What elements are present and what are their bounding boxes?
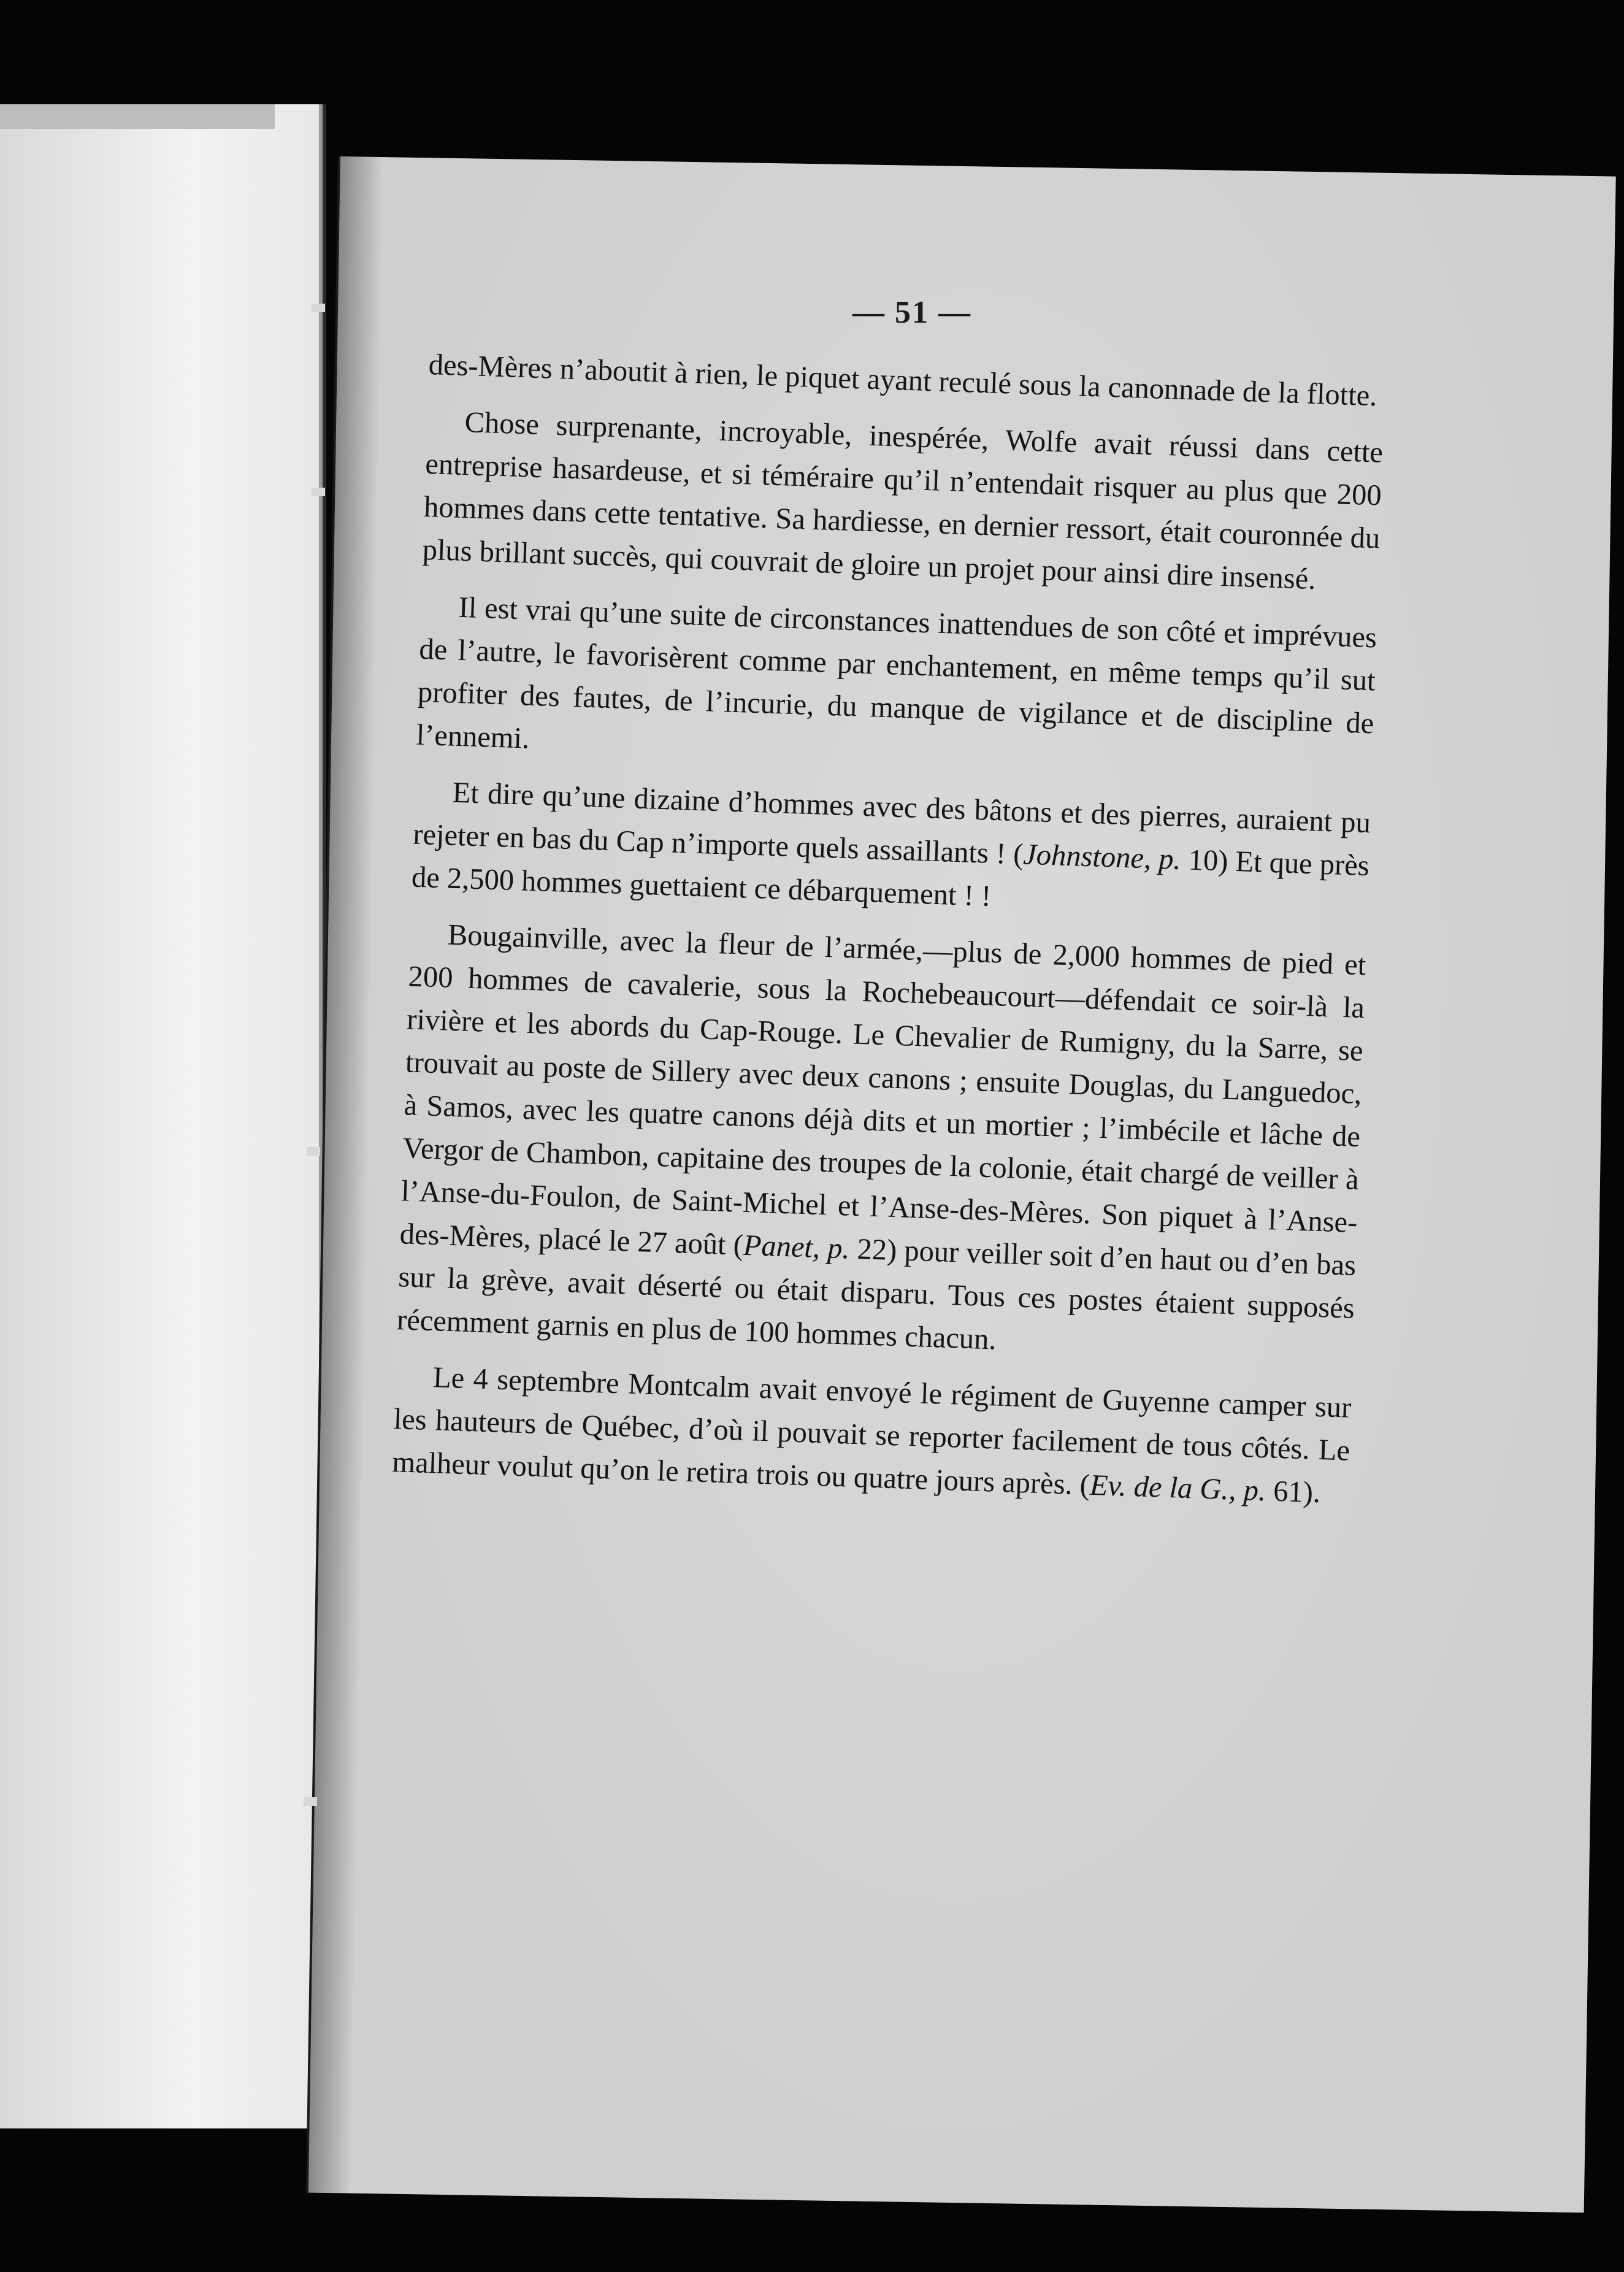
binding-mark bbox=[304, 1797, 317, 1806]
left-page-top-edge bbox=[0, 104, 275, 129]
paragraph-5-text-b: 22) pour veiller soit d’en haut ou d’en bas sur la grève, avait déserté ou était disparu. Tous ces postes étaient supposés récemment garnis en plus de 100 hommes chacun. bbox=[396, 1232, 1357, 1356]
paragraph-6 bbox=[391, 1355, 1352, 1516]
paragraph-5 bbox=[396, 912, 1366, 1373]
paragraph-6-text-b: 61). bbox=[1265, 1475, 1321, 1510]
paragraph-2: Chose surprenante, incroyable, inespérée, Wolfe avait réussi dans cette entreprise hasardeuse, et si téméraire qu’il n’entendait risquer au plus que 200 hommes dans cette tentative. Sa hardiesse, en dernier ressort, était couronnée du plus brillant succès, qui couvrait de gloire un projet pour ainsi dire insensé. bbox=[421, 406, 1384, 596]
paragraph-4 bbox=[411, 770, 1371, 931]
paragraph-1: des-Mères n’aboutit à rien, le piquet ayant reculé sous la canonnade de la flotte. bbox=[427, 348, 1378, 413]
binding-mark bbox=[307, 1147, 320, 1156]
paragraph-6-text-a: Le 4 septembre Montcalm avait envoyé le régiment de Guyenne camper sur les hauteurs de Québec, d’où il pouvait se reporter facilement de tous côtés. Le malheur voulut qu’on le retira trois ou quatre jours après. ( bbox=[391, 1361, 1352, 1502]
paragraph-4-text-a: Et dire qu’une dizaine d’hommes avec des bâtons et des pierres, auraient pu rejeter en bas du Cap n’importe quels assaillants ! ( bbox=[412, 776, 1371, 871]
citation-ev-de-la-g: Ev. de la G., p. bbox=[1089, 1468, 1267, 1508]
binding-mark bbox=[312, 488, 325, 496]
left-page-blank bbox=[0, 104, 323, 2128]
paragraph-4-text-b: 10) Et que près de 2,500 hommes guettaient ce débarquement ! ! bbox=[411, 843, 1370, 913]
citation-johnstone: Johnstone, p. bbox=[1022, 838, 1182, 877]
page-number: — 51 — bbox=[852, 295, 971, 330]
paragraph-3: Il est vrai qu’une suite de circonstances inattendues de son côté et imprévues de l’autre, le favorisèrent comme par enchantement, en même temps qu’il sut profiter des fautes, de l’incurie, du manque de vigilance et de discipline de l’ennemi. bbox=[415, 591, 1377, 755]
body-text bbox=[391, 343, 1386, 1529]
paragraph-5-text-a: Bougainville, avec la fleur de l’armée,—plus de 2,000 hommes de pied et 200 hommes de cavalerie, sous la Rochebeaucourt—défendait ce soir-là la rivière et les abords du Cap-Rouge. Le Chevalier de Rumigny, du la Sarre, se trouvait au poste de Sillery avec deux canons ; ensuite Douglas, du Languedoc, à Samos, avec les quatre canons déjà dits et un mortier ; l’imbécile et lâche de Vergor de Chambon, capitaine des troupes de la colonie, était chargé de veiller à l’Anse-du-Foulon, de Saint-Michel et l’Anse-des-Mères. Son piquet à l’Anse-des-Mères, placé le 27 août ( bbox=[399, 918, 1367, 1262]
citation-panet: Panet, p. bbox=[742, 1229, 851, 1265]
binding-mark bbox=[312, 304, 325, 312]
